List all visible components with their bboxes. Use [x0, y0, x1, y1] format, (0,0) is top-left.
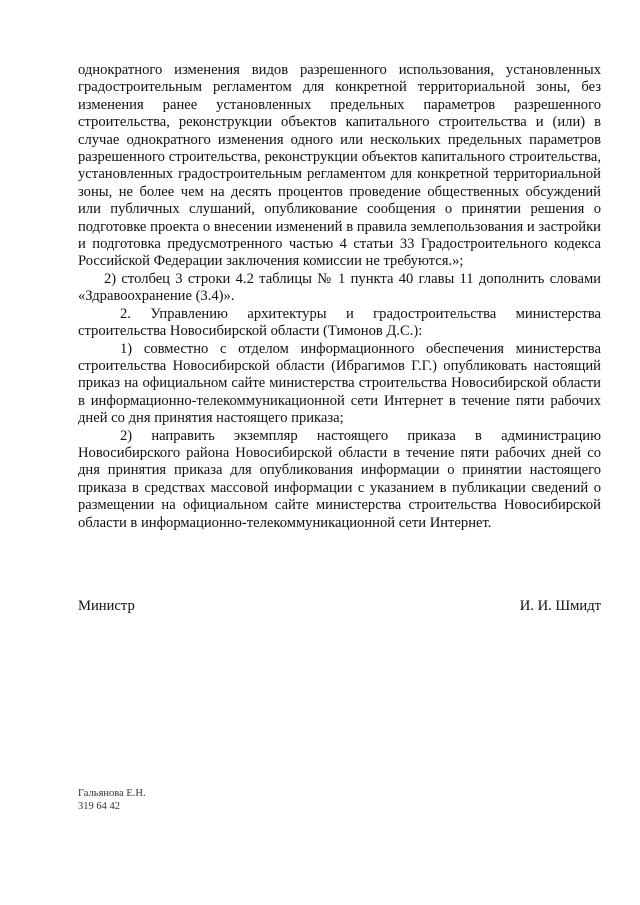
- executor-block: [78, 787, 146, 813]
- document-body: [78, 62, 601, 532]
- paragraph-subitem-2: 2) направить экземпляр настоящего приказа в администрацию Новосибирского района Новосибирской области в течение пяти рабочих дней со дня принятия приказа для опубликования информации о принятии настоящего приказа в средствах массовой информации с указанием в публикации сведений о размещении на официальном сайте министерства строительства Новосибирской области в информационно-телекоммуникационной сети Интернет.: [78, 427, 601, 531]
- paragraph-point-2: 2. Управлению архитектуры и градостроительства министерства строительства Новосибирской области (Тимонов Д.С.):: [78, 305, 601, 340]
- executor-name: Гальянова Е.Н.: [78, 788, 146, 799]
- signature-name: И. И. Шмидт: [519, 598, 601, 614]
- paragraph-subitem-1: 1) совместно с отделом информационного обеспечения министерства строительства Новосибирской области (Ибрагимов Г.Г.) опубликовать настоящий приказ на официальном сайте министерства строительства Новосибирской области в информационно-телекоммуникационной сети Интернет в течение пяти рабочих дней со дня принятия настоящего приказа;: [78, 340, 601, 427]
- paragraph-item-2-column: 2) столбец 3 строки 4.2 таблицы № 1 пункта 40 главы 11 дополнить словами «Здравоохранение (3.4)».: [78, 270, 601, 305]
- signature-position: Министр: [78, 598, 135, 614]
- executor-phone: 319 64 42: [78, 801, 120, 812]
- paragraph-continuation: однократного изменения видов разрешенного использования, установленных градостроительным регламентом для конкретной территориальной зоны, без изменения ранее установленных предельных параметров разрешенного строительства, реконструкции объектов капитального строительства и (или) в случае однократного изменения одного или нескольких предельных параметров разрешенного строительства, реконструкции объектов капитального строительства, установленных градостроительным регламентом для конкретной территориальной зоны, не более чем на десять процентов проведение общественных обсуждений или публичных слушаний, опубликование сообщения о принятии решения о подготовке проекта о внесении изменений в правила землепользования и застройки и подготовка предусмотренного частью 4 статьи 33 Градостроительного кодекса Российской Федерации заключения комиссии не требуются.»;: [78, 62, 601, 270]
